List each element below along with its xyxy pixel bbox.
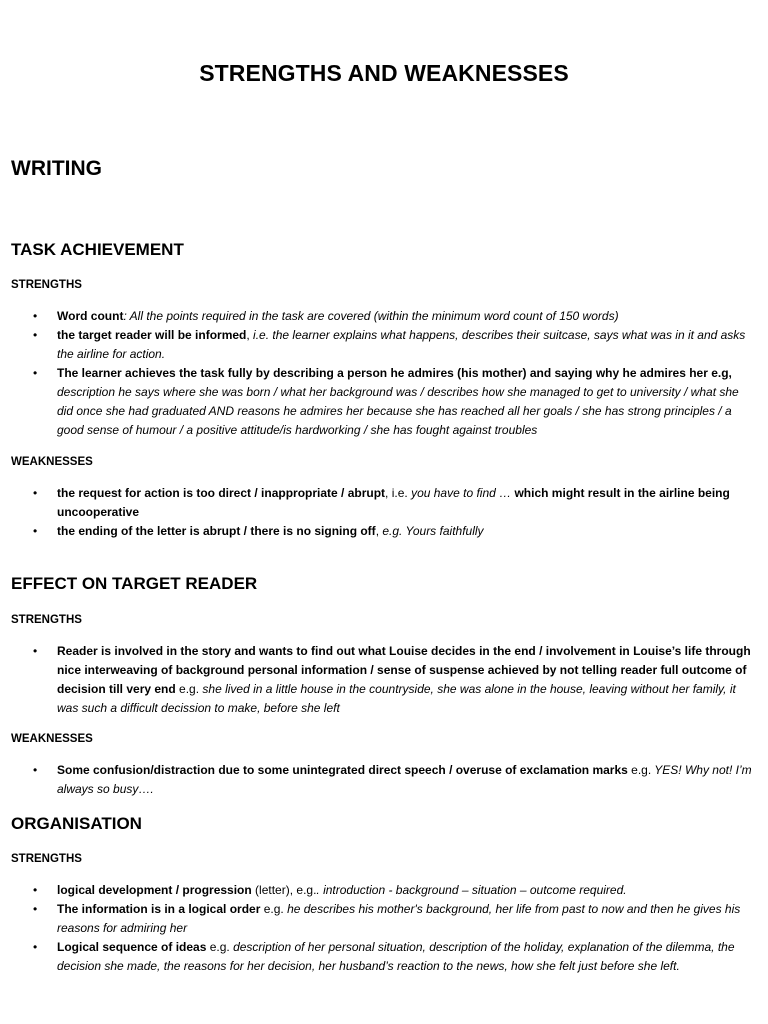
- list-item: • logical development / progression (letter), e.g.. introduction - background – situation – outcome required.: [0, 881, 768, 900]
- effect-weaknesses-label: WEAKNESSES: [11, 733, 93, 745]
- bullet-icon: •: [33, 328, 38, 342]
- bullet-icon: •: [33, 763, 38, 777]
- effect-strengths-list: [0, 642, 768, 718]
- list-item: • the target reader will be informed, i.e. the learner explains what happens, describes their suitcase, says what was in it and asks the airline for action.: [33, 328, 746, 361]
- bullet-icon: •: [33, 644, 38, 658]
- bullet-icon: •: [33, 902, 38, 916]
- list-item: • The information is in a logical order e.g. he describes his mother's background, her life from past to now and then he gives his reasons for admiring her: [33, 902, 741, 935]
- list-item: • The learner achieves the task fully by describing a person he admires (his mother) and saying why he admires her e.g, description he says where she was born / what her background was / describes how she managed to get to university / what she did once she had graduated AND reasons he admires her because she has reached all her goals / she has strong principles / a good sense of humour / a positive attitude/is hardworking / she has fought against troubles: [33, 366, 739, 437]
- bullet-icon: •: [33, 940, 38, 954]
- bullet-icon: •: [33, 366, 38, 380]
- heading-task-achievement: TASK ACHIEVEMENT: [11, 240, 184, 259]
- bullet-icon: •: [33, 309, 38, 323]
- effect-weaknesses-list: [0, 761, 768, 799]
- list-item: • the request for action is too direct / inappropriate / abrupt, i.e. you have to find … which might result in the airline being uncooperative: [33, 486, 730, 519]
- organisation-strengths-label: STRENGTHS: [11, 853, 82, 865]
- task-weaknesses-list: [0, 484, 768, 541]
- bullet-icon: •: [33, 883, 38, 897]
- section-title-writing: WRITING: [11, 157, 102, 180]
- bullet-icon: •: [33, 486, 38, 500]
- list-item: • Reader is involved in the story and wants to find out what Louise decides in the end / involvement in Louise’s life through nice interweaving of background personal information / sense of suspense achieved by not telling reader full outcome of decision till very end e.g. she lived in a little house in the countryside, she was alone in the house, leaving without her family, it was such a difficult decission to make, before she left: [33, 644, 751, 715]
- page-title: STRENGTHS AND WEAKNESSES: [199, 60, 569, 86]
- list-item: • Logical sequence of ideas e.g. description of her personal situation, description of the holiday, explanation of the dilemma, the decision she made, the reasons for her decision, her husband’s reaction to the news, how she felt just before she left.: [33, 940, 735, 973]
- bullet-icon: •: [33, 524, 38, 538]
- task-weaknesses-label: WEAKNESSES: [11, 456, 93, 468]
- task-strengths-list: [0, 307, 768, 440]
- list-item: • the ending of the letter is abrupt / there is no signing off, e.g. Yours faithfully: [0, 522, 768, 541]
- organisation-strengths-list: [0, 881, 768, 976]
- task-strengths-label: STRENGTHS: [11, 279, 82, 291]
- list-item: • Some confusion/distraction due to some unintegrated direct speech / overuse of exclamation marks e.g. YES! Why not! I’m always so busy….: [33, 763, 752, 796]
- effect-strengths-label: STRENGTHS: [11, 614, 82, 626]
- list-item: • Word count: All the points required in the task are covered (within the minimum word count of 150 words): [0, 307, 768, 326]
- heading-organisation: ORGANISATION: [11, 814, 142, 833]
- heading-effect-on-target-reader: EFFECT ON TARGET READER: [11, 574, 258, 593]
